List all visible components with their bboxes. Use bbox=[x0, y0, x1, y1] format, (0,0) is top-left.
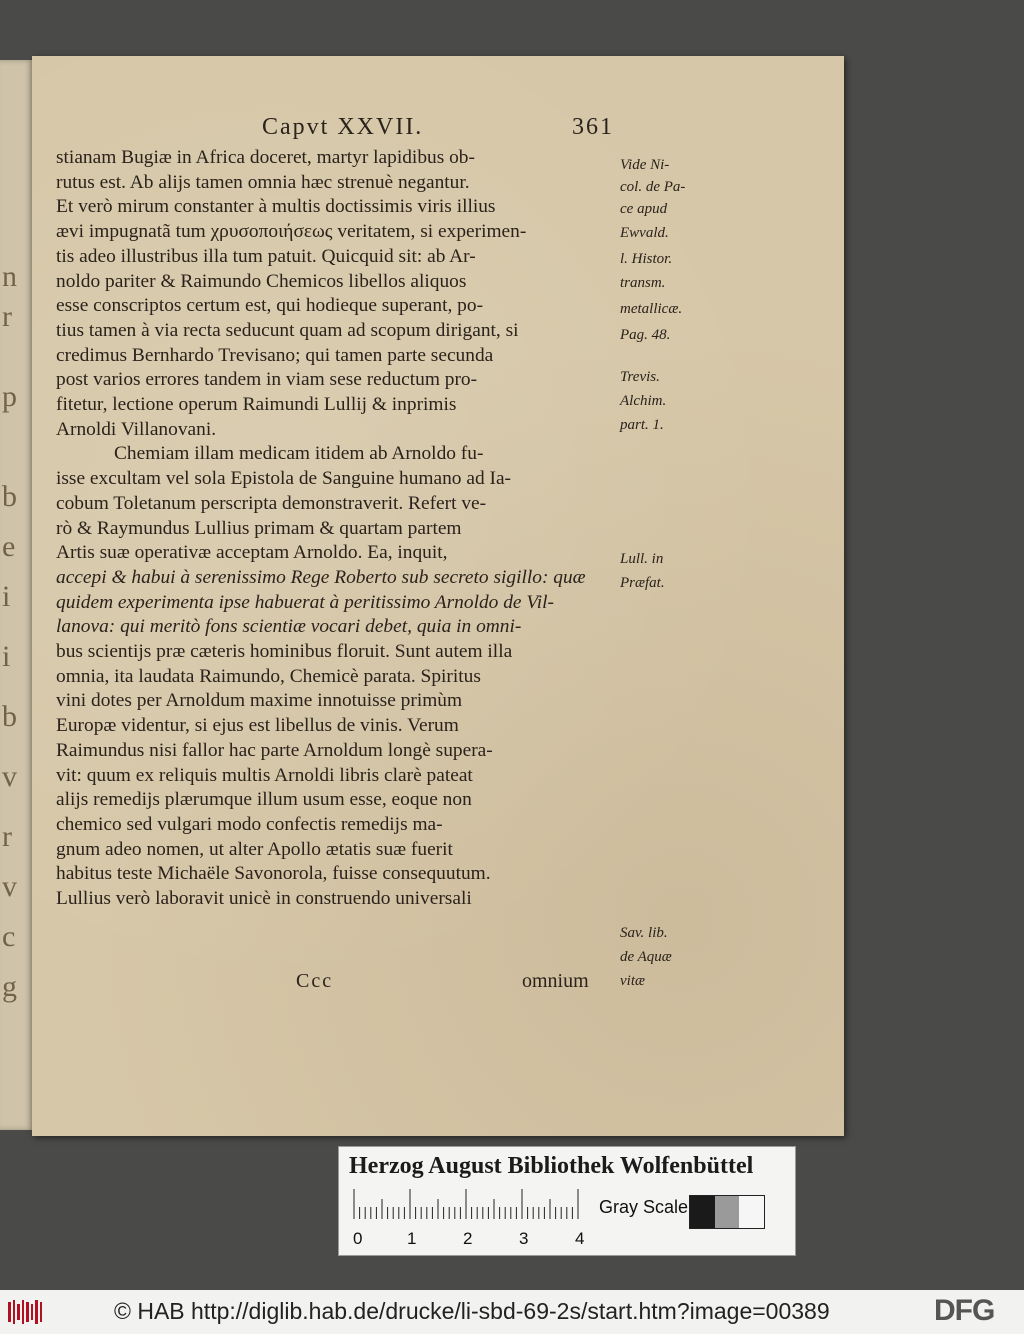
text-line: rò & Raymundus Lullius primam & quartam partem bbox=[56, 517, 462, 539]
swatch-dark bbox=[690, 1196, 715, 1228]
margin-note: Sav. lib. bbox=[620, 925, 668, 941]
catchword: omnium bbox=[522, 970, 589, 992]
gray-scale-label: Gray Scale bbox=[599, 1197, 689, 1217]
margin-note: transm. bbox=[620, 275, 666, 291]
text-line: chemico sed vulgari modo confectis remedijs ma- bbox=[56, 813, 443, 835]
text-line: credimus Bernhardo Trevisano; qui tamen parte secunda bbox=[56, 344, 494, 366]
ruler-number: 2 bbox=[463, 1229, 473, 1248]
margin-note: part. 1. bbox=[620, 417, 664, 433]
text-line: Lullius verò laboravit unicè in construendo universali bbox=[56, 888, 472, 910]
text-line: Europæ videntur, si ejus est libellus de vinis. Verum bbox=[56, 715, 459, 737]
copyright-link[interactable]: © HAB http://diglib.hab.de/drucke/li-sbd-69-2s/start.htm?image=00389 bbox=[114, 1298, 830, 1324]
margin-note: Pag. 48. bbox=[620, 327, 671, 343]
text-line: tius tamen à via recta seducunt quam ad scopum dirigant, si bbox=[56, 319, 519, 341]
page-number: 361 bbox=[572, 114, 614, 140]
text-line: fitetur, lectione operum Raimundi Lullij & inprimis bbox=[56, 394, 457, 416]
text-line: cobum Toletanum perscripta demonstraverit. Refert ve- bbox=[56, 492, 487, 514]
margin-note: Lull. in bbox=[620, 551, 664, 567]
margin-note: Alchim. bbox=[620, 393, 667, 409]
signature-mark: Ccc bbox=[296, 970, 334, 992]
dfg-logo: DFG bbox=[934, 1294, 995, 1327]
text-line: stianam Bugiæ in Africa doceret, martyr lapidibus ob- bbox=[56, 147, 475, 168]
text-line: Et verò mirum constanter à multis doctissimis viris illius bbox=[56, 196, 496, 218]
text-line: isse excultam vel sola Epistola de Sanguine humano ad Ia- bbox=[56, 468, 512, 490]
running-head-title: Capvt XXVII. bbox=[262, 114, 424, 140]
text-line: quidem experimenta ipse habuerat à peritissimo Arnoldo de Vil- bbox=[56, 591, 554, 613]
text-line: Artis suæ operativæ acceptam Arnoldo. Ea, inquit, bbox=[56, 542, 448, 564]
text-line: ævi impugnatã tum χρυσοποιήσεως veritatem, si experimen- bbox=[56, 221, 527, 243]
ruler-ticks bbox=[353, 1189, 595, 1225]
catch-line bbox=[296, 970, 656, 998]
hab-logo-icon bbox=[8, 1298, 44, 1326]
margin-note: l. Histor. bbox=[620, 251, 673, 267]
text-line: vini dotes per Arnoldum maxime innotuisse primùm bbox=[56, 690, 463, 712]
library-scale-card bbox=[338, 1146, 796, 1256]
margin-note: Trevis. bbox=[620, 369, 660, 385]
previous-page-glyphs: n r p b e i i b v r v c g bbox=[2, 260, 17, 1003]
margin-note: de Aquæ bbox=[620, 949, 672, 965]
text-line: tis adeo illustribus illa tum patuit. Quicquid sit: ab Ar- bbox=[56, 245, 476, 267]
ruler-number: 3 bbox=[519, 1229, 529, 1248]
text-line: lanova: qui meritò fons scientiæ vocari debet, quia in omni- bbox=[56, 616, 522, 638]
body-text bbox=[56, 146, 652, 912]
text-line: accepi & habui à serenissimo Rege Roberto sub secreto sigillo: quæ bbox=[56, 566, 586, 588]
swatch-light bbox=[739, 1196, 764, 1228]
text-line: bus scientijs præ cæteris hominibus floruit. Sunt autem illa bbox=[56, 641, 513, 663]
ruler bbox=[353, 1189, 595, 1225]
text-line: habitus teste Michaële Savonorola, fuisse consequutum. bbox=[56, 863, 491, 885]
text-line: omnia, ita laudata Raimundo, Chemicè parata. Spiritus bbox=[56, 665, 481, 687]
ruler-number: 4 bbox=[575, 1229, 585, 1248]
text-line: rutus est. Ab alijs tamen omnia hæc strenuè negantur. bbox=[56, 171, 470, 193]
text-line: alijs remedijs plærumque illum usum esse, eoque non bbox=[56, 789, 472, 811]
text-line: Raimundus nisi fallor hac parte Arnoldum longè supera- bbox=[56, 739, 493, 761]
book-page bbox=[32, 56, 844, 1136]
text-line: gnum adeo nomen, ut alter Apollo ætatis suæ fuerit bbox=[56, 838, 453, 860]
text-line: post varios errores tandem in viam sese reductum pro- bbox=[56, 369, 478, 391]
margin-note: Vide Ni- bbox=[620, 157, 670, 173]
text-line: vit: quum ex reliquis multis Arnoldi libris clarè pateat bbox=[56, 764, 473, 786]
text-line: Arnoldi Villanovani. bbox=[56, 418, 217, 440]
gray-scale-swatches bbox=[689, 1195, 765, 1229]
running-head bbox=[262, 114, 672, 150]
margin-note: metallicæ. bbox=[620, 301, 683, 317]
margin-note: Ewvald. bbox=[620, 225, 669, 241]
previous-page-edge bbox=[0, 60, 34, 1130]
text-line: noldo pariter & Raimundo Chemicos libellos aliquos bbox=[56, 270, 467, 292]
margin-note: ce apud bbox=[620, 201, 668, 217]
margin-note: Præfat. bbox=[620, 575, 665, 591]
text-line: Chemiam illam medicam itidem ab Arnoldo fu- bbox=[114, 443, 484, 465]
footer-bar bbox=[0, 1290, 1024, 1334]
ruler-number: 1 bbox=[407, 1229, 417, 1248]
text-line: esse conscriptos certum est, qui hodieque superant, po- bbox=[56, 295, 484, 317]
swatch-mid bbox=[715, 1196, 740, 1228]
margin-note: vitæ bbox=[620, 973, 645, 989]
ruler-number: 0 bbox=[353, 1229, 363, 1248]
library-title: Herzog August Bibliothek Wolfenbüttel bbox=[349, 1153, 754, 1179]
margin-note: col. de Pa- bbox=[620, 179, 686, 195]
